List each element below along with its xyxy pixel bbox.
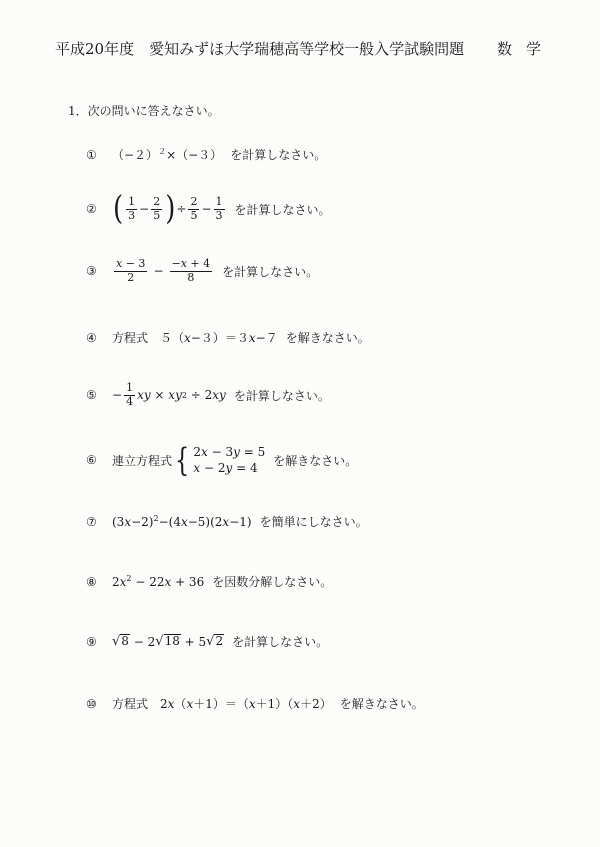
problem-instruction: を解きなさい。	[285, 331, 370, 345]
problem-instruction: を因数分解しなさい。	[212, 575, 333, 589]
problem-1	[86, 146, 326, 163]
problem-number: ②	[86, 202, 97, 217]
problem-number: ⑨	[86, 634, 97, 649]
problem-5	[86, 382, 330, 408]
problem-expression: 方程式 ５（x−３）＝３x−７	[112, 331, 278, 345]
problem-4	[86, 329, 370, 346]
problem-expression: $(3x-2)^2-(4x-5)(2x-1)$	[112, 514, 252, 529]
subject-label: 数学	[496, 40, 555, 58]
problem-expression: √ 8 − 2 √ 18 + 5 √ 2	[112, 634, 224, 649]
problem-expression: 連立方程式 { 2x − 3y = 5 x − 2y = 4	[112, 441, 266, 480]
problem-instruction: を計算しなさい。	[232, 635, 329, 649]
problem-expression: ( $\frac{1}{3}$ − $\frac{2}{5}$ ) ÷ $\frac{2}{5}$ − $\frac{1}{3}$	[113, 190, 223, 228]
problem-instruction: を解きなさい。	[339, 697, 424, 711]
problem-instruction: を計算しなさい。	[233, 388, 330, 403]
problem-3	[86, 258, 318, 284]
problem-10	[86, 695, 424, 712]
page-header	[55, 38, 555, 59]
problem-7	[86, 513, 368, 530]
problem-number: ④	[86, 330, 97, 345]
problem-8	[86, 573, 332, 590]
problem-expression: $2x^2 - 22x + 36$	[112, 574, 205, 589]
exam-title: 平成20年度 愛知みずほ大学瑞穂高等学校一般入学試験問題	[55, 40, 465, 58]
problem-instruction: を簡単にしなさい。	[259, 515, 368, 529]
problem-expression: − $\frac{1}{4}$ xy × xy 2 ÷ 2 xy	[112, 381, 226, 408]
problem-number: ①	[86, 147, 97, 162]
problem-expression: $(-2)^2\times(-3)$	[112, 147, 223, 162]
problem-number: ⑩	[86, 696, 97, 711]
problem-expression: $\frac{x - 3}{2}$ − $\frac{-x + 4}{8}$	[116, 257, 211, 284]
problem-expression: 方程式 2x（x＋1）＝（x＋1）（x＋2）	[112, 697, 332, 711]
problem-6	[86, 441, 358, 480]
problem-instruction: を計算しなさい。	[234, 202, 331, 217]
problem-9	[86, 633, 328, 650]
problem-number: ⑦	[86, 514, 97, 529]
problem-instruction: を解きなさい。	[273, 453, 358, 468]
problem-number: ③	[86, 264, 97, 279]
problem-instruction: を計算しなさい。	[230, 148, 327, 162]
problem-instruction: を計算しなさい。	[222, 264, 319, 279]
problem-number: ⑥	[86, 453, 97, 468]
problem-number: ⑧	[86, 574, 97, 589]
problem-number: ⑤	[86, 388, 97, 403]
problem-2	[86, 190, 331, 228]
section-heading: 1．次の問いに答えなさい。	[68, 104, 220, 118]
